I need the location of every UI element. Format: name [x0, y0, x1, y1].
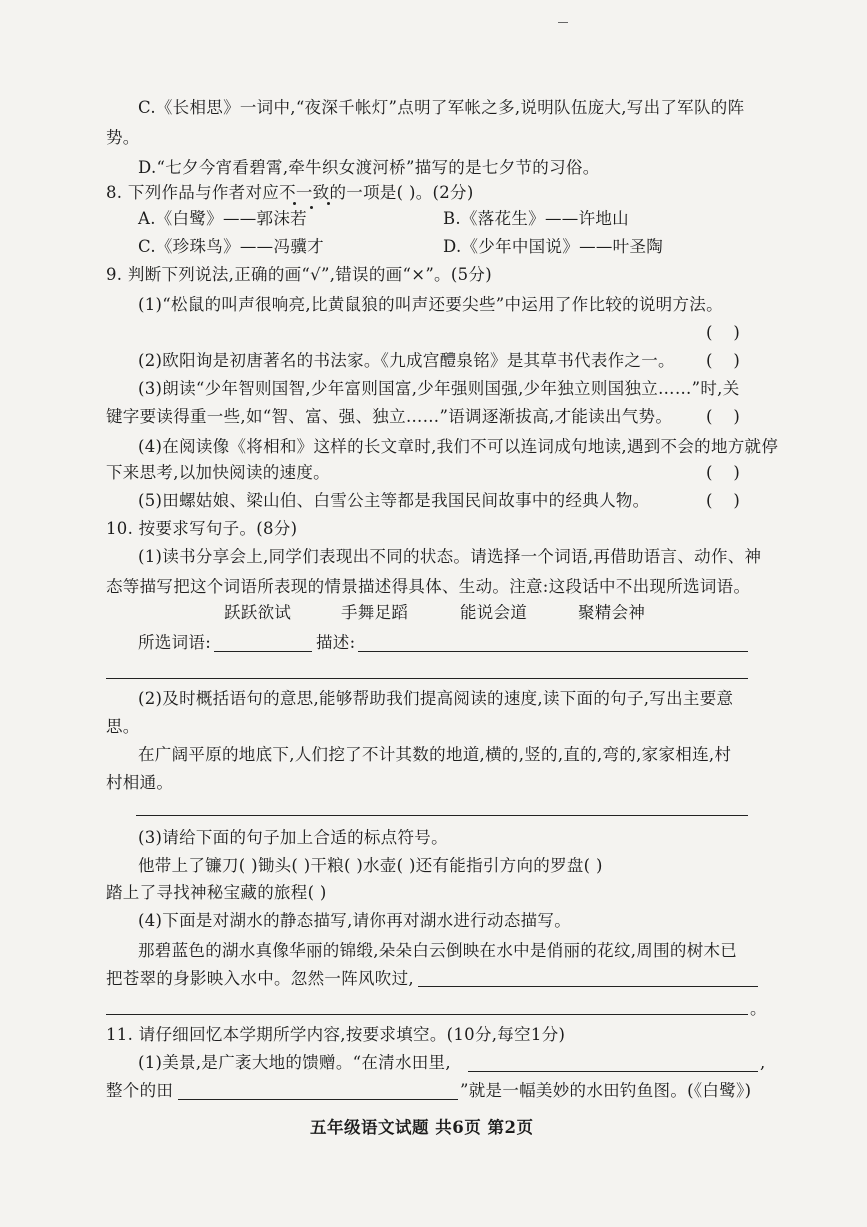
answer-paren[interactable]: ( ) — [706, 491, 740, 510]
description-blank[interactable] — [358, 651, 748, 652]
scan-mark — [558, 22, 568, 23]
answer-paren[interactable]: ( ) — [706, 323, 740, 342]
q8-option-c: C.《珍珠鸟》——冯骥才 — [138, 237, 324, 256]
q9-item-3-line1: (3)朗读“少年智则国智,少年富则国富,少年强则国强,少年独立则国独立……”时,关 — [138, 379, 740, 398]
dynamic-description-blank-line2[interactable] — [106, 1014, 748, 1015]
q10-2-line1: (2)及时概括语句的意思,能够帮助我们提高阅读的速度,读下面的句子,写出主要意 — [138, 689, 734, 708]
answer-paren[interactable]: ( ) — [706, 351, 740, 370]
q10-1-line2: 态等描写把这个词语所表现的情景描述得具体、生动。注意:这段话中不出现所选词语。 — [106, 577, 751, 596]
q9-item-5: (5)田螺姑娘、梁山伯、白雪公主等都是我国民间故事中的经典人物。 — [138, 491, 650, 510]
q9-item-4-line1: (4)在阅读像《将相和》这样的长文章时,我们不可以连词成句地读,遇到不会的地方就停 — [138, 437, 779, 456]
choice-word: 手舞足蹈 — [341, 603, 409, 622]
q10-question: 10. 按要求写句子。(8分) — [106, 519, 298, 538]
punctuation-sentence-line2: 踏上了寻找神秘宝藏的旅程( ) — [106, 883, 327, 902]
period-mark: 。 — [750, 999, 767, 1018]
q8-option-d: D.《少年中国说》——叶圣陶 — [443, 237, 664, 256]
lake-passage-line1: 那碧蓝色的湖水真像华丽的锦缎,朵朵白云倒映在水中是俏丽的花纹,周围的树木已 — [138, 941, 738, 960]
q9-item-3-line2: 键字要读得重一些,如“智、富、强、独立……”语调逐渐拔高,才能读出气势。 — [106, 407, 673, 426]
q11-1-line1: (1)美景,是广袤大地的馈赠。“在清水田里, — [138, 1053, 451, 1072]
choice-word: 跃跃欲试 — [224, 603, 292, 622]
q9-item-1: (1)“松鼠的叫声很响亮,比黄鼠狼的叫声还要尖些”中运用了作比较的说明方法。 — [138, 295, 723, 314]
choice-word: 能说会道 — [460, 603, 528, 622]
q10-1-line1: (1)读书分享会上,同学们表现出不同的状态。请选择一个词语,再借助语言、动作、神 — [138, 547, 762, 566]
emphasis-dot — [310, 206, 313, 209]
q8-option-b: B.《落花生》——许地山 — [443, 209, 629, 228]
q11-1-line2-prefix: 整个的田 — [106, 1081, 174, 1100]
q9-question: 9. 判断下列说法,正确的画“√”,错误的画“×”。(5分) — [106, 265, 492, 284]
q7-option-d: D.“七夕今宵看碧霄,牵牛织女渡河桥”描写的是七夕节的习俗。 — [138, 158, 600, 177]
q10-2-line2: 思。 — [106, 717, 140, 736]
comma-mark: , — [760, 1053, 766, 1072]
lake-passage-line2: 把苍翠的身影映入水中。忽然一阵风吹过, — [106, 969, 414, 988]
q10-2-passage-line2: 村相通。 — [106, 773, 174, 792]
q8-question: 8. 下列作品与作者对应不一致的一项是( )。(2分) — [106, 183, 474, 202]
q11-question: 11. 请仔细回忆本学期所学内容,按要求填空。(10分,每空1分) — [106, 1025, 566, 1044]
summary-answer-blank[interactable] — [136, 815, 748, 816]
selected-word-blank[interactable] — [214, 651, 312, 652]
q9-item-4-line2: 下来思考,以加快阅读的速度。 — [106, 463, 330, 482]
punctuation-sentence-line1: 他带上了镰刀( )锄头( )干粮( )水壶( )还有能指引方向的罗盘( ) — [138, 856, 603, 875]
emphasis-dot — [293, 202, 296, 205]
q9-item-2: (2)欧阳询是初唐著名的书法家。《九成宫醴泉铭》是其草书代表作之一。 — [138, 351, 675, 370]
q10-2-passage-line1: 在广阔平原的地底下,人们挖了不计其数的地道,横的,竖的,直的,弯的,家家相连,村 — [138, 745, 732, 764]
q7-option-c-line1: C.《长相思》一词中,“夜深千帐灯”点明了军帐之多,说明队伍庞大,写出了军队的阵 — [138, 98, 745, 117]
selected-word-label: 所选词语: — [138, 633, 212, 652]
q10-3-instruction: (3)请给下面的句子加上合适的标点符号。 — [138, 828, 448, 847]
q11-blank-2[interactable] — [178, 1099, 458, 1100]
page-footer: 五年级语文试题 共6页 第2页 — [310, 1118, 534, 1137]
q11-1-line2-suffix: ”就是一幅美妙的水田钓鱼图。(《白鹭》) — [460, 1081, 752, 1100]
description-label: 描述: — [316, 633, 356, 652]
dynamic-description-blank[interactable] — [418, 986, 758, 987]
answer-paren[interactable]: ( ) — [706, 407, 740, 426]
answer-paren[interactable]: ( ) — [706, 463, 740, 482]
description-blank-line2[interactable] — [106, 678, 748, 679]
q8-option-a: A.《白鹭》——郭沫若 — [138, 209, 307, 228]
emphasis-dot — [327, 202, 330, 205]
q7-option-c-line2: 势。 — [106, 128, 140, 147]
choice-word: 聚精会神 — [578, 603, 646, 622]
q10-4-instruction: (4)下面是对湖水的静态描写,请你再对湖水进行动态描写。 — [138, 911, 572, 930]
q11-blank-1[interactable] — [468, 1071, 758, 1072]
